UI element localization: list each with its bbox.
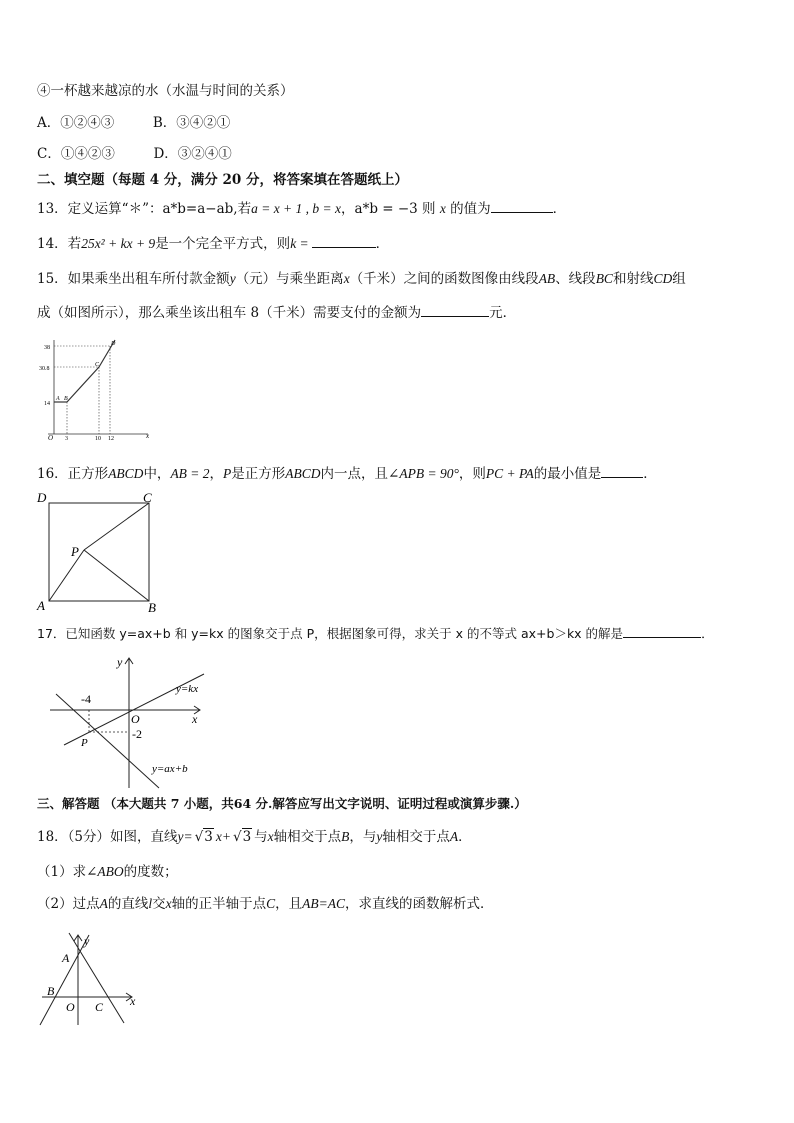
q15-cd: CD [653, 271, 673, 286]
q15-ytick-14: 14 [44, 401, 50, 407]
q18-line-figure [32, 925, 152, 1035]
q15-y: y [229, 271, 236, 286]
q18-p2-e: ，且 [275, 896, 303, 912]
option-b: B．③④②① [152, 115, 231, 131]
q15-bc: BC [595, 271, 613, 286]
q17-label-p: P [81, 737, 88, 749]
q17-text: 17．已知函数 y=ax+b 和 y=kx 的图象交于点 P，根据图象可得，求关于 x 的不等式 ax+b＞kx 的解是 [37, 626, 624, 641]
q18-text-c: 轴相交于点 [273, 829, 342, 845]
q16-suffix: 的最小值是 [533, 466, 602, 482]
question-14 [37, 233, 389, 253]
q18-xplus: x+ [215, 829, 231, 844]
q17-y-label: y [117, 655, 123, 669]
q18-p2-x: x [165, 896, 172, 911]
q18-p2-f: ，求直线的函数解析式． [344, 896, 494, 912]
option-a: A．①②④③ [37, 115, 115, 131]
q13-prefix: 13．定义运算“＊”：a*b=a−ab,若 [37, 201, 252, 217]
q15-ytick-30-8: 30.8 [39, 366, 50, 372]
q13-suffix: 的值为 [450, 201, 491, 217]
q15-xtick-10: 10 [95, 436, 101, 442]
q18-text-e: 轴相交于点 [382, 829, 450, 845]
q14-mid: 是一个完全平方式，则 [155, 236, 291, 252]
q15-point-a: A [56, 396, 60, 402]
q15-x: x [343, 271, 350, 286]
q18-x: x [267, 829, 274, 844]
q16-square2: ABCD [285, 466, 321, 481]
q15-xtick-3: 3 [65, 436, 68, 442]
q17-x-label: x [192, 712, 198, 726]
q18-y: y [376, 829, 383, 844]
q18-label-a: A [62, 951, 70, 965]
q18-p2-c: 交 [152, 896, 166, 912]
q15-text-f: 元． [489, 305, 517, 321]
q16-text-b: 中， [143, 466, 171, 482]
q18-text-a: 18．（5分）如图，直线 [37, 829, 178, 845]
q18-sqrt-1: √3 [194, 829, 213, 845]
q15-xtick-12: 12 [108, 436, 114, 442]
q16-end: ． [643, 466, 657, 482]
q18-radicand-1: 3 [204, 829, 213, 845]
q14-end: ． [375, 236, 390, 252]
q16-p: P [223, 466, 232, 481]
q15-point-d: D [111, 341, 116, 347]
q16-ab: AB = 2 [170, 466, 210, 481]
q16-square: ABCD [108, 466, 144, 481]
q17-origin: O [131, 712, 140, 726]
q17-label-kx: y=kx [176, 683, 199, 695]
q16-segment-pc [84, 503, 149, 550]
q17-label-axb: y=ax+b [152, 763, 188, 775]
q17-label-minus2: -2 [132, 727, 142, 741]
q15-point-c: C [95, 362, 100, 368]
q18-b: B [341, 829, 350, 844]
q18-p2-l: l [148, 896, 153, 911]
q15-x-label: x [146, 432, 150, 440]
q18-radicand-2: 3 [242, 829, 252, 845]
q18-p2-a: （2）过点 [37, 896, 100, 912]
q18-label-c: C [95, 1000, 104, 1014]
section-3-desc: （本大题共 7 小题，共64 分.解答应写出文字说明、证明过程或演算步骤.） [103, 796, 527, 811]
q15-text-b: （元）与乘坐距离 [235, 271, 344, 287]
q18-part-1 [37, 863, 178, 881]
q18-line-ab [40, 935, 89, 1025]
q13-condition: a = x + 1 , b = x [251, 201, 342, 216]
question-13 [37, 198, 566, 218]
q16-text-f: ，则 [458, 466, 486, 482]
q18-sqrt-2: √3 [232, 829, 252, 845]
q18-label-y: y [84, 934, 90, 948]
q17-line-graph [44, 652, 214, 790]
q14-expression: 25x² + kx + 9 [81, 236, 156, 251]
question-18 [37, 828, 472, 846]
q16-label-d: D [37, 490, 47, 505]
q18-end: ． [458, 829, 472, 845]
q17-end: ． [701, 626, 714, 641]
q18-p2-eq: AB=AC [302, 896, 345, 911]
q18-label-x: x [130, 994, 136, 1008]
q18-p1-a: （1）求 [37, 864, 87, 880]
q14-answer-blank[interactable] [312, 233, 376, 248]
q15-sep1: 、线段 [555, 271, 596, 287]
q15-origin: O [48, 434, 54, 442]
q16-label-a: A [37, 598, 45, 613]
question-16 [37, 463, 657, 483]
q12-options-row1 [37, 114, 230, 132]
q15-sep2: 和射线 [612, 271, 654, 287]
q17-label-minus4: -4 [81, 692, 91, 706]
option-d: D．③②④① [153, 146, 232, 162]
question-17 [37, 623, 714, 643]
q15-text-e: 成（如图所示），那么乘坐该出租车 8（千米）需要支付的金额为 [37, 305, 422, 321]
q16-text-c: ， [209, 466, 224, 482]
q18-p1-b: 的度数； [123, 864, 178, 880]
q16-answer-blank[interactable] [601, 463, 643, 478]
q16-square-figure [34, 488, 164, 616]
q18-eq: y= [177, 829, 193, 844]
q18-p2-A: A [99, 896, 108, 911]
q16-text-e: 内一点，且 [320, 466, 389, 482]
option-c: C．①④②③ [37, 146, 115, 162]
q16-text-a: 16．正方形 [37, 466, 109, 482]
q16-label-c: C [143, 490, 152, 505]
q16-square-abcd [49, 503, 149, 601]
q15-text-a: 15．如果乘坐出租车所付款金额 [37, 271, 230, 287]
q16-pc-pa: PC + PA [485, 466, 534, 481]
section-3-heading [37, 795, 527, 813]
q16-text-d: 是正方形 [231, 466, 286, 482]
q15-point-b: B [64, 396, 68, 402]
q18-p2-C: C [266, 896, 276, 911]
q18-part-2 [37, 895, 493, 913]
q16-angle: ∠APB = 90° [388, 466, 459, 481]
q15-text-d: 组 [672, 271, 686, 287]
q18-p2-b: 的直线 [107, 896, 149, 912]
q18-p2-d: 轴的正半轴于点 [171, 896, 267, 912]
q17-answer-blank[interactable] [623, 623, 701, 638]
q15-ab: AB [538, 271, 556, 286]
q15-ytick-38: 38 [44, 345, 50, 351]
q13-var: x [439, 201, 446, 216]
q15-taxi-graph [36, 334, 156, 444]
q15-segment-bc [67, 367, 99, 402]
question-15-line2 [37, 302, 516, 322]
q16-segment-pb [84, 550, 149, 601]
q18-label-b: B [47, 984, 55, 998]
q18-p1-angle: ∠ABO [86, 864, 124, 879]
q18-a: A [449, 829, 459, 844]
q18-text-b: 与 [254, 829, 268, 845]
q13-end: ． [552, 201, 567, 217]
section-2-heading: 二、填空题（每题 4 分，满分 20 分，将答案填在答题纸上） [37, 172, 408, 188]
q16-label-p: P [71, 544, 79, 559]
item-4-text: ④一杯越来越凉的水（水温与时间的关系） [37, 83, 294, 99]
section-3-title: 三、解答题 [37, 796, 100, 811]
q13-answer-blank[interactable] [491, 198, 553, 213]
question-15-line1 [37, 270, 686, 288]
q15-text-c: （千米）之间的函数图像由线段 [349, 271, 539, 287]
q14-k: k = [290, 236, 309, 251]
q16-label-b: B [148, 600, 156, 615]
q14-prefix: 14．若 [37, 236, 82, 252]
q18-text-d: ，与 [349, 829, 377, 845]
q18-label-o: O [66, 1000, 75, 1014]
q12-options-row2 [37, 145, 232, 163]
q13-mid: ，a*b = −3 则 [341, 201, 436, 217]
q15-answer-blank[interactable] [421, 302, 489, 317]
